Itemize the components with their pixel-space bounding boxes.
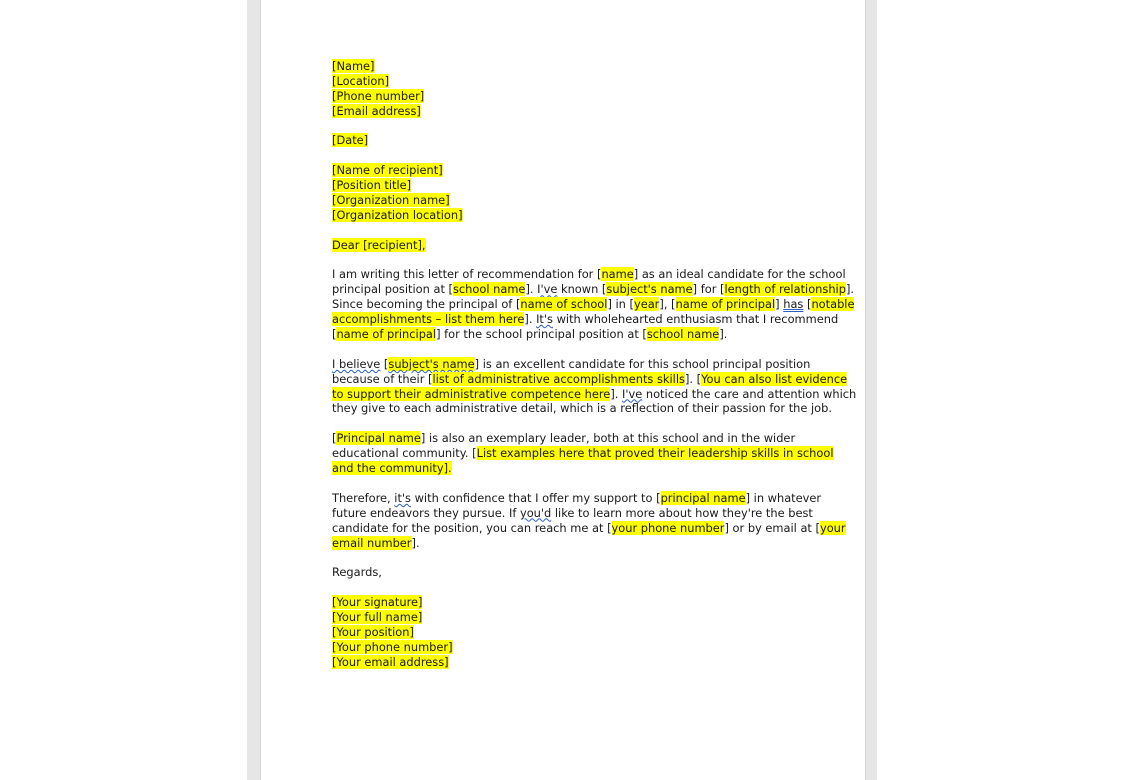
salutation: Dear [recipient], [332, 237, 426, 252]
text-line [332, 356, 811, 372]
signature-phone: [Your phone number] [332, 639, 453, 654]
placeholder-school-name: school name [452, 282, 526, 297]
text-run: future endeavors they pursue. If [332, 505, 520, 520]
text-run: ]. [525, 282, 538, 297]
placeholder-your-email: your [819, 520, 846, 535]
text-run: educational community. [ [332, 446, 477, 461]
text-line [332, 431, 802, 446]
text-line [332, 267, 846, 282]
signature: [Your signature] [332, 595, 423, 610]
signature-full-name: [Your full name] [332, 609, 423, 624]
text-line [332, 446, 834, 461]
placeholder-name-of-principal: name of principal [336, 327, 437, 342]
date-block [332, 133, 802, 148]
text-run: Therefore, [332, 490, 395, 505]
sender-email: [Email address] [332, 103, 421, 118]
text-run: with wholehearted enthusiasm that I recommend [552, 312, 839, 327]
placeholder-school-name: school name [646, 327, 720, 342]
text-line [332, 536, 802, 551]
text-run: ] is also an exemplary leader, both at this school and in the wider [420, 431, 796, 446]
recipient-location: [Organization location] [332, 207, 463, 222]
text-line [332, 505, 813, 521]
text-run: ] for the school principal position at [ [436, 327, 647, 342]
grammar-flagged-word[interactable]: It's [536, 312, 553, 327]
grammar-flagged-word[interactable]: has [783, 297, 804, 312]
text-run: ]. [ [684, 371, 702, 386]
grammar-flagged-word[interactable]: it's [394, 490, 411, 505]
text-run: noticed the care and attention which [642, 386, 857, 401]
placeholder-evidence: You can also list evidence [701, 371, 848, 386]
recipient-block [332, 163, 802, 223]
placeholder-year: year [633, 297, 660, 312]
signature-email: [Your email address] [332, 654, 449, 669]
text-run: ] in whatever [745, 490, 822, 505]
grammar-flagged-word[interactable]: I believe [332, 356, 381, 371]
text-run: they give to each administrative detail, which is a reflection of their passion for the job. [332, 401, 832, 416]
placeholder-principal-name: Principal name [336, 431, 421, 446]
text-run: ] for [ [692, 282, 725, 297]
text-run: ]. [411, 535, 420, 550]
placeholder-notable: notable [811, 297, 855, 312]
text-line [332, 371, 848, 387]
text-line [332, 461, 802, 476]
body-paragraph-3 [332, 431, 834, 476]
closing: Regards, [332, 565, 382, 580]
text-run: ] [775, 297, 784, 312]
salutation-block [332, 238, 802, 253]
placeholder-subject-name: subject's name [388, 356, 475, 371]
text-run: ] in [ [607, 297, 634, 312]
letter-body[interactable] [332, 59, 857, 684]
text-run: [ [332, 431, 337, 446]
signature-block [332, 595, 802, 669]
text-run: ] as an ideal candidate for the school [633, 267, 846, 282]
signature-position: [Your position] [332, 624, 414, 639]
text-line [332, 282, 855, 297]
text-line [332, 312, 839, 327]
text-line [332, 401, 832, 416]
placeholder-principal-name: principal name [660, 490, 746, 505]
text-run: like to learn more about how they're the best [551, 505, 813, 520]
text-line [332, 490, 822, 506]
placeholder-name-of-principal: name of principal [675, 297, 776, 312]
placeholder-administrative-skills: list of administrative accomplishments skills [432, 371, 685, 386]
sender-block [332, 59, 802, 119]
placeholder-name-of-school: name of school [520, 297, 608, 312]
recipient-name: [Name of recipient] [332, 163, 443, 178]
placeholder-your-phone-number: your phone number [611, 520, 725, 535]
placeholder-subject-name: subject's name [606, 282, 693, 297]
text-run: [ [803, 297, 812, 312]
text-run: because of their [ [332, 371, 433, 386]
text-run: ]. [524, 312, 537, 327]
grammar-flagged-word[interactable]: I've [537, 282, 558, 297]
closing-block [332, 565, 802, 580]
text-line [332, 297, 855, 312]
recipient-position: [Position title] [332, 178, 412, 193]
text-line [332, 386, 857, 402]
text-run: with confidence that I offer my support to [ [411, 490, 661, 505]
body-paragraph-4 [332, 490, 846, 551]
text-run: candidate for the position, you can reach me at [ [332, 520, 612, 535]
text-run: principal position at [ [332, 282, 453, 297]
text-run: I am writing this letter of recommendation for [ [332, 267, 602, 282]
recipient-organization: [Organization name] [332, 193, 450, 208]
text-run: Since becoming the principal of [ [332, 297, 521, 312]
placeholder-leadership-examples-cont: and the community]. [332, 461, 452, 476]
sender-phone: [Phone number] [332, 88, 425, 103]
text-line [332, 327, 802, 342]
body-paragraph-2 [332, 356, 857, 417]
text-run: ], [ [659, 297, 676, 312]
placeholder-accomplishments: accomplishments – list them here [332, 312, 525, 327]
grammar-flagged-word[interactable]: I've [622, 386, 643, 401]
text-run: ]. [845, 282, 855, 297]
text-run: [ [380, 356, 389, 371]
placeholder-evidence-cont: to support their administrative competence here [332, 386, 611, 401]
text-run: ]. [719, 327, 728, 342]
letter-date: [Date] [332, 133, 369, 148]
placeholder-name: name [601, 267, 634, 282]
placeholder-leadership-examples: List examples here that proved their leadership skills in school [476, 446, 834, 461]
sender-location: [Location] [332, 73, 390, 88]
sender-name: [Name] [332, 59, 375, 73]
document-page[interactable] [260, 0, 866, 780]
placeholder-your-email-cont: email number [332, 535, 412, 550]
text-run: ]. [610, 386, 622, 401]
text-run: [ [332, 327, 337, 342]
text-run: known [ [557, 282, 607, 297]
text-line [332, 520, 846, 536]
placeholder-length-of-relationship: length of relationship [724, 282, 846, 297]
body-paragraph-1 [332, 267, 855, 342]
text-run: ] is an excellent candidate for this school principal position [474, 356, 811, 371]
text-run: ] or by email at [ [724, 520, 820, 535]
grammar-flagged-word[interactable]: you'd [519, 505, 552, 520]
